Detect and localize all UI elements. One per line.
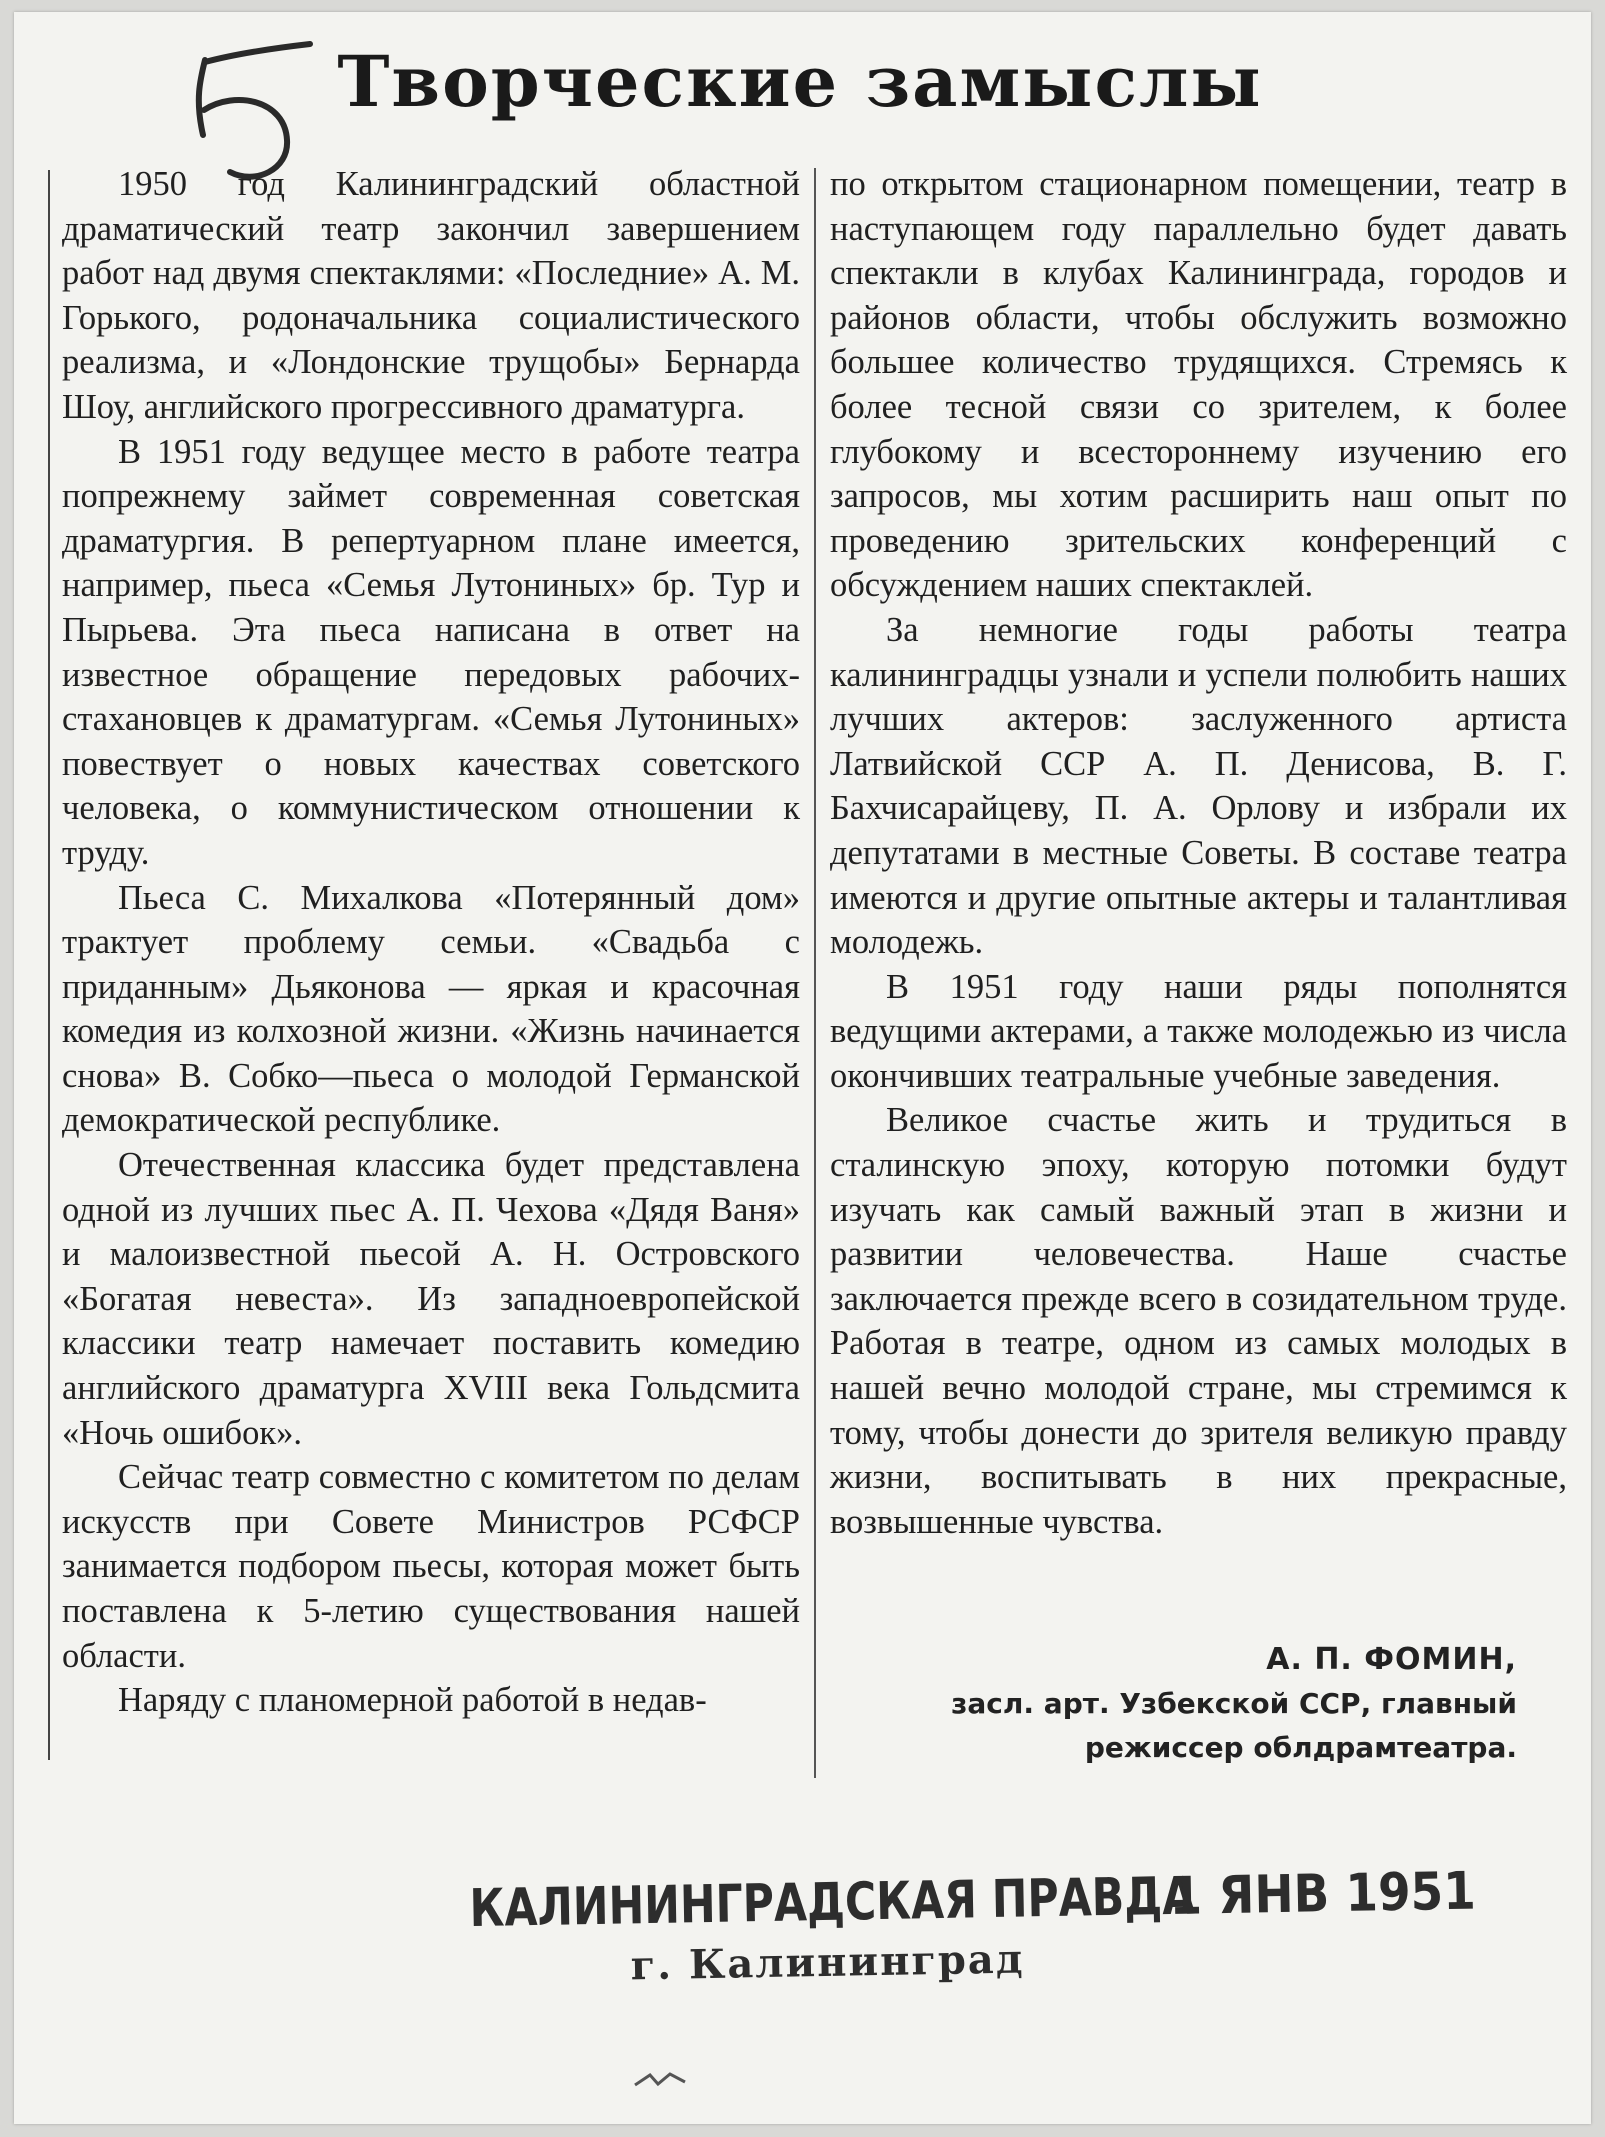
paragraph: За немногие годы работы театра калининградцы узнали и успели полюбить наших лучших актеров: заслуженного артиста Латвийской ССР А. П. Денисова, В. Г. Бахчисарайцеву, П. А. Орлову и избрали их депутатами в местные Советы. В составе театра имеются и другие опытные актеры и талантливая молодежь. (830, 610, 1567, 962)
author-title-line-2: режиссер облдрамтеатра. (1084, 1731, 1517, 1764)
paragraph: Пьеса С. Михалкова «Потерянный дом» трактует проблему семьи. «Свадьба с приданным» Дьяконова — яркая и красочная комедия из колхозной жизни. «Жизнь начинается снова» В. Собко—пьеса о молодой Германской демократической республике. (62, 878, 800, 1140)
paragraph: В 1951 году ведущее место в работе театра попрежнему займет современная советская драматургия. В репертуарном плане имеется, например, пьеса «Семья Лутониных» бр. Тур и Пырьева. Эта пьеса написана в ответ на известное обращение передовых рабочих-стахановцев к драматургам. «Семья Лутониных» повествует о новых качествах советского человека, о коммунистическом отношении к труду. (62, 432, 800, 872)
paragraph: по открытом стационарном помещении, театр в наступающем году параллельно будет давать спектакли в клубах Калининграда, городов и районов области, чтобы обслужить возможно большее количество трудящихся. Стремясь к более тесной связи со зрителем, к более глубокому и всестороннему изучению его запросов, мы хотим расширить наш опыт по проведению зрительских конференций с обсуждением наших спектаклей. (830, 165, 1567, 605)
stamp-city: г. Калининград (630, 1935, 1025, 1990)
left-border-rule (48, 170, 50, 1760)
paragraph: В 1951 году наши ряды пополнятся ведущими актерами, а также молодежью из числа окончивших театральные учебные заведения. (830, 967, 1567, 1095)
author-signature (951, 1638, 1517, 1770)
newspaper-stamp (469, 1861, 1521, 1992)
paragraph: Сейчас театр совместно с комитетом по делам искусств при Совете Министров РСФСР занимается подбором пьесы, которая может быть поставлена к 5-летию существования нашей области. (62, 1458, 800, 1675)
author-name: А. П. ФОМИН, (1266, 1642, 1517, 1677)
right-column (830, 162, 1567, 1544)
article-title: Творческие замыслы (337, 40, 1263, 123)
author-title-line-1: засл. арт. Узбекской ССР, главный (951, 1687, 1517, 1720)
paragraph: 1950 год Калининградский областной драматический театр закончил завершением работ над двумя спектаклями: «Последние» А. М. Горького, родоначальника социалистического реализма, и «Лондонские трущобы» Бернарда Шоу, английского прогрессивного драматурга. (62, 165, 800, 426)
left-column (62, 162, 800, 1723)
paragraph: Отечественная классика будет представлена одной из лучших пьес А. П. Чехова «Дядя Ваня» и малоизвестной пьесой А. Н. Островского «Богатая невеста». Из западноевропейской классики театр намечает поставить комедию английского драматурга XVIII века Гольдсмита «Ночь ошибок». (62, 1146, 800, 1452)
stamp-date: 1 ЯНВ 1951 (1168, 1861, 1477, 1927)
paragraph: Великое счастье жить и трудиться в сталинскую эпоху, которую потомки будут изучать как самый важный этап в жизни и развитии человечества. Наше счастье заключается прежде всего в созидательном труде. Работая в театре, одном из самых молодых в нашей вечно молодой стране, мы стремимся к тому, чтобы донести до зрителя великую правду жизни, воспитывать в них прекрасные, возвышенные чувства. (830, 1101, 1567, 1541)
paragraph: Наряду с планомерной работой в недав- (118, 1681, 707, 1720)
stamp-newspaper-name: КАЛИНИНГРАДСКАЯ ПРАВДА (469, 1866, 1196, 1940)
column-divider (814, 168, 816, 1778)
ink-smudge (630, 2070, 690, 2090)
